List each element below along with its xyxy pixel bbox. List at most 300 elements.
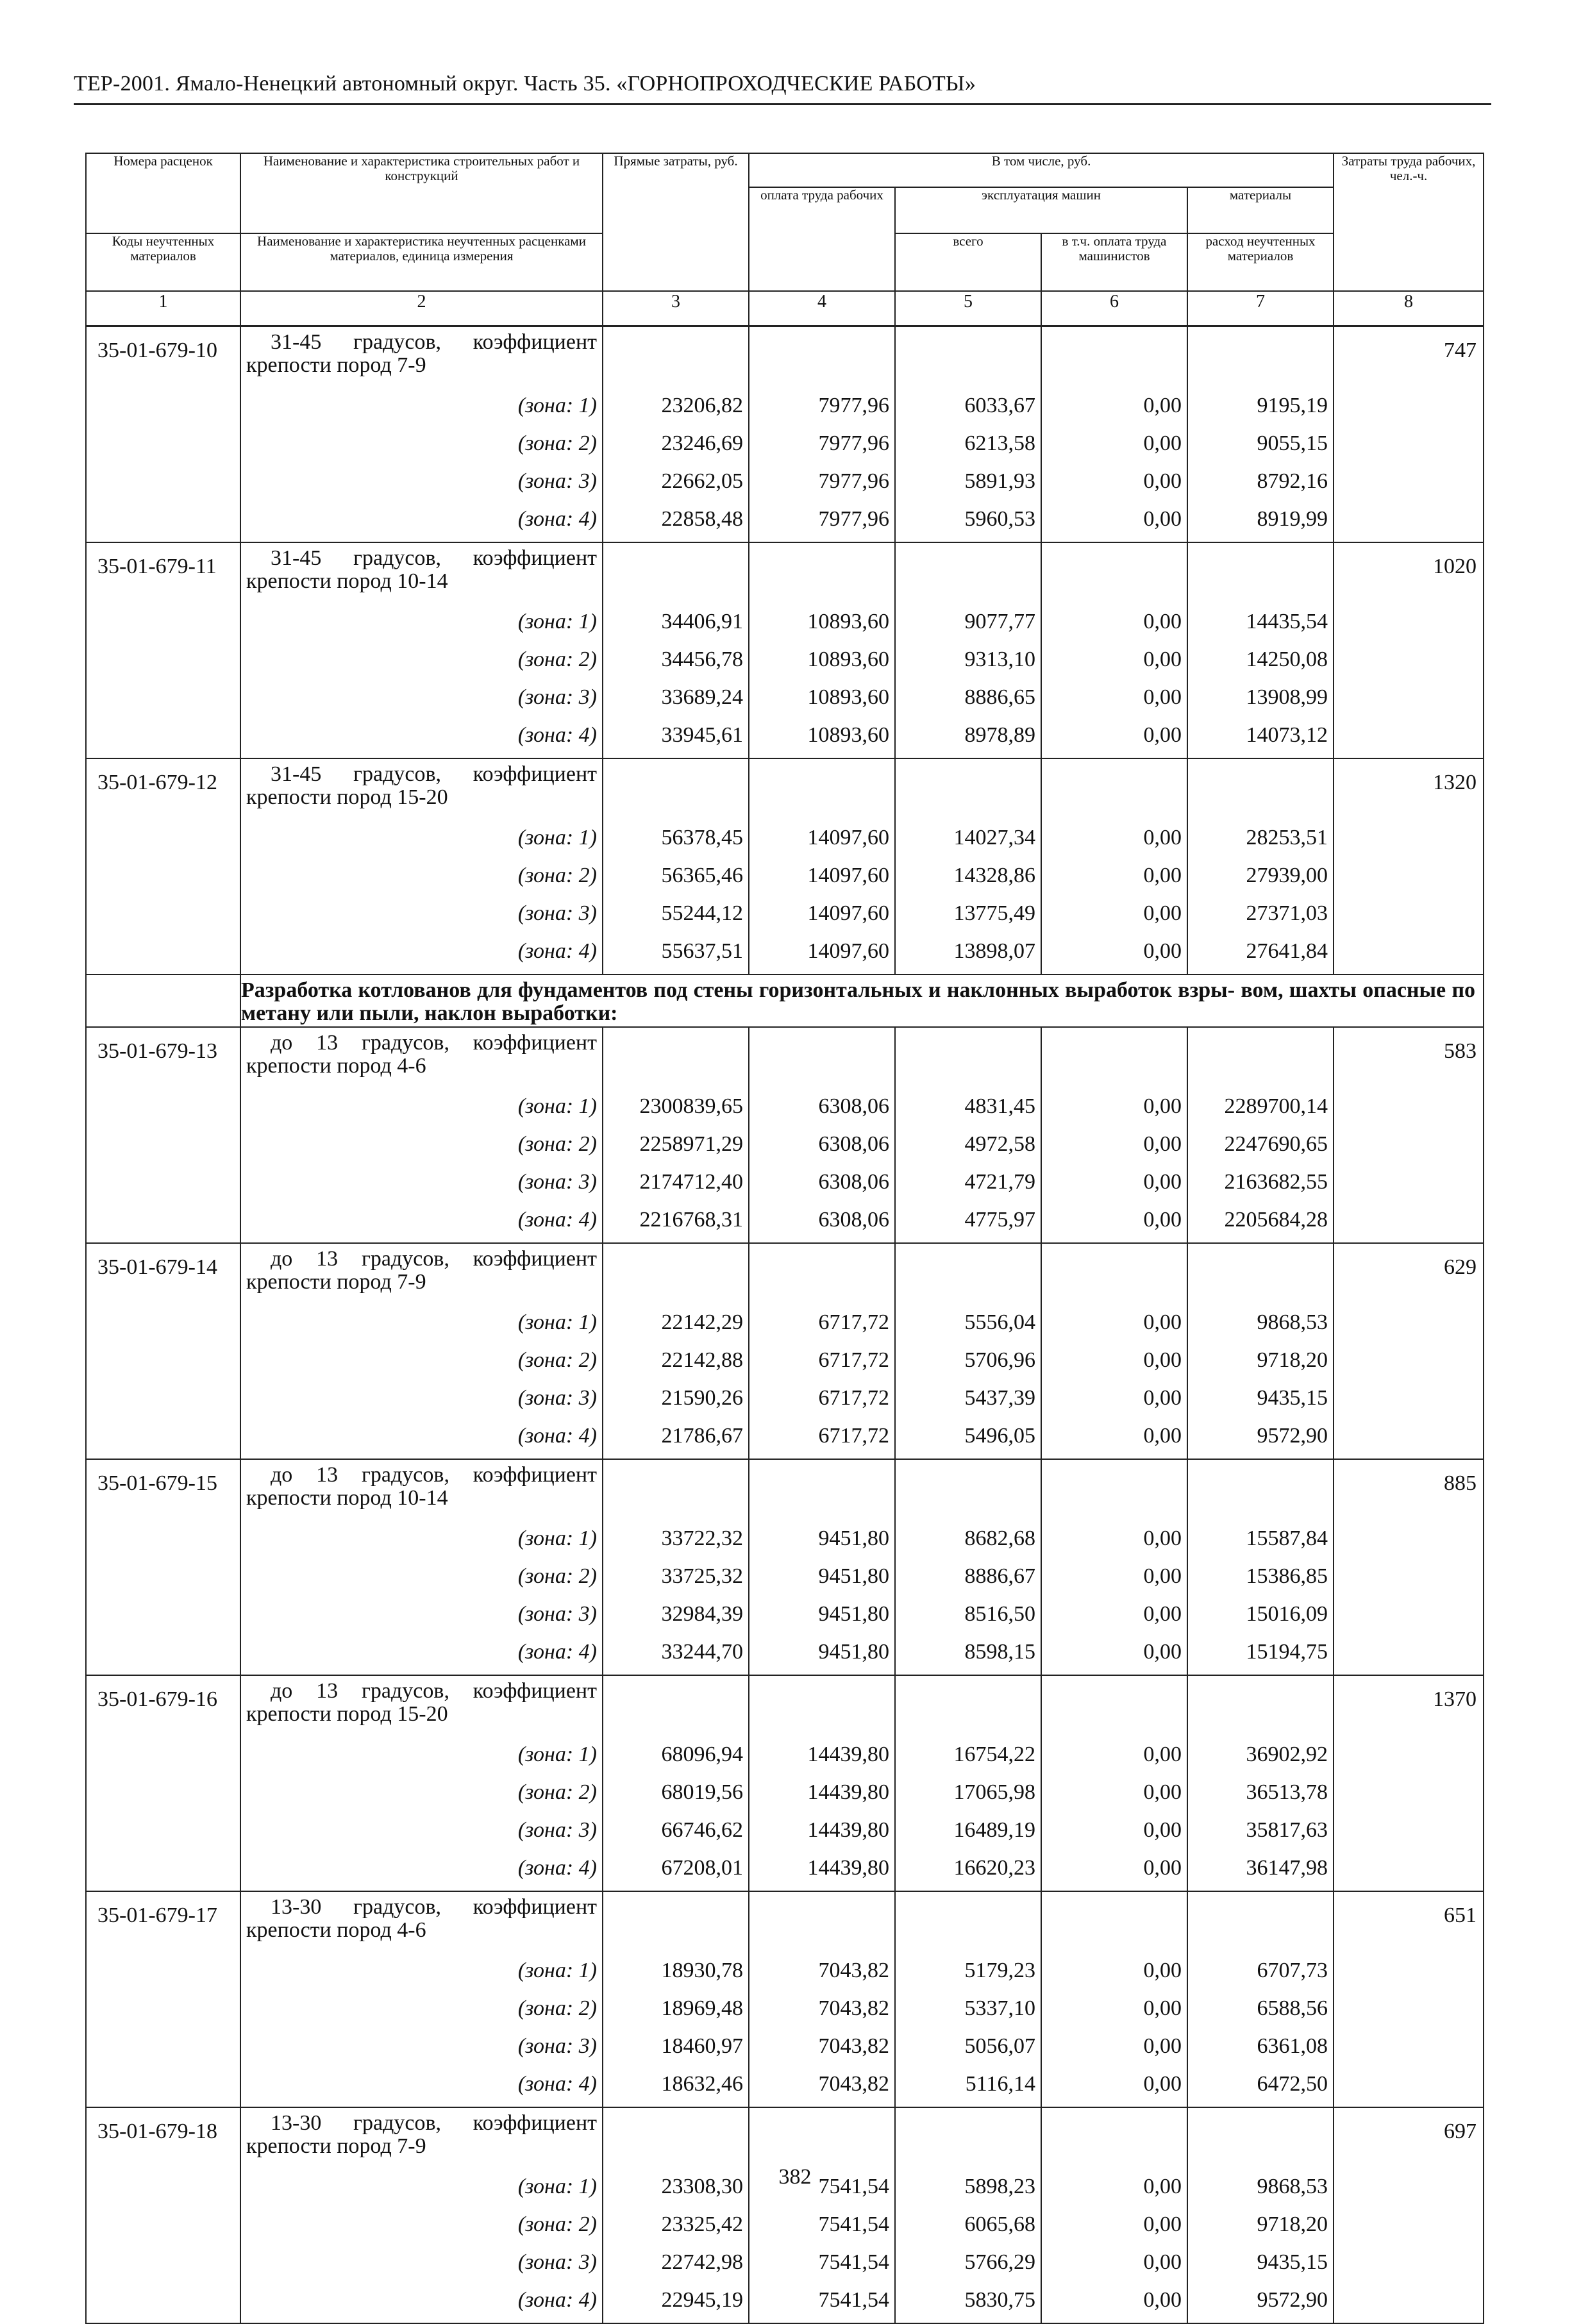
machines-value: 6065,68 [895,2207,1041,2245]
header-including: В том числе, руб. [749,153,1334,187]
header-rule [74,103,1491,105]
page-number: 382 [778,2165,812,2189]
materials-value: 9195,19 [1187,389,1334,426]
column-number: 2 [240,291,603,326]
empty-cell [86,718,240,758]
empty-cell [1334,896,1484,934]
machinist-wages-value: 0,00 [1041,1203,1187,1243]
empty-cell [86,1089,240,1127]
machinist-wages-value: 0,00 [1041,1813,1187,1851]
machines-value: 5830,75 [895,2283,1041,2323]
rate-title [240,1027,603,1089]
zone-row [86,1991,1484,2029]
direct-costs-value: 66746,62 [603,1813,749,1851]
labor-cost: 583 [1334,1027,1484,1089]
empty-cell [1041,1459,1187,1521]
empty-cell [86,1991,240,2029]
machines-value: 9077,77 [895,605,1041,642]
empty-cell [1334,2029,1484,2067]
empty-cell [1334,2067,1484,2107]
wages-value: 7043,82 [749,2029,895,2067]
wages-value: 7977,96 [749,426,895,464]
empty-cell [749,1027,895,1089]
empty-cell [1187,2107,1334,2169]
rate-title-first-line: 13-30 градусов, коэффициент [271,1895,597,1919]
wages-value: 14439,80 [749,1737,895,1775]
rate-title-first-line: до 13 градусов, коэффициент [271,1031,597,1055]
machinist-wages-value: 0,00 [1041,896,1187,934]
zone-row [86,934,1484,974]
empty-cell [895,326,1041,389]
rate-code: 35-01-679-15 [86,1459,240,1521]
zone-label: (зона: 4) [240,718,603,758]
wages-value: 14097,60 [749,821,895,858]
empty-cell [86,426,240,464]
zone-label: (зона: 3) [240,680,603,718]
rate-title-second-line: крепости пород 10-14 [246,1486,448,1510]
materials-value: 9868,53 [1187,1305,1334,1343]
wages-value: 9451,80 [749,1597,895,1635]
zone-row [86,502,1484,542]
zone-row [86,858,1484,896]
zone-row [86,1521,1484,1559]
zone-row [86,1597,1484,1635]
direct-costs-value: 55637,51 [603,934,749,974]
machinist-wages-value: 0,00 [1041,2029,1187,2067]
machinist-wages-value: 0,00 [1041,821,1187,858]
empty-cell [895,1459,1041,1521]
rate-title-row [86,1675,1484,1737]
empty-cell [1334,605,1484,642]
header-machinist-wages: в т.ч. оплата труда машинистов [1041,233,1187,291]
empty-cell [86,1381,240,1419]
empty-cell [1041,1891,1187,1953]
rate-title-second-line: крепости пород 7-9 [246,353,426,377]
machines-value: 5179,23 [895,1953,1041,1991]
materials-value: 9055,15 [1187,426,1334,464]
machines-value: 4831,45 [895,1089,1041,1127]
empty-cell [895,758,1041,821]
rate-title-second-line: крепости пород 15-20 [246,1702,448,1726]
materials-value: 9572,90 [1187,2283,1334,2323]
materials-value: 36147,98 [1187,1851,1334,1891]
direct-costs-value: 56378,45 [603,821,749,858]
materials-value: 15016,09 [1187,1597,1334,1635]
materials-value: 14435,54 [1187,605,1334,642]
machinist-wages-value: 0,00 [1041,2067,1187,2107]
header-rate-number: Номера расценок [86,153,240,233]
wages-value: 6717,72 [749,1419,895,1459]
empty-cell [1041,1027,1187,1089]
direct-costs-value: 2216768,31 [603,1203,749,1243]
machines-value: 16754,22 [895,1737,1041,1775]
direct-costs-value: 33725,32 [603,1559,749,1597]
rates-table [85,153,1484,2324]
empty-cell [86,1127,240,1165]
machinist-wages-value: 0,00 [1041,934,1187,974]
zone-label: (зона: 1) [240,1521,603,1559]
materials-value: 9435,15 [1187,1381,1334,1419]
zone-label: (зона: 4) [240,1851,603,1891]
direct-costs-value: 22858,48 [603,502,749,542]
column-number: 4 [749,291,895,326]
empty-cell [1187,1027,1334,1089]
empty-cell [1334,1127,1484,1165]
wages-value: 9451,80 [749,1559,895,1597]
empty-cell [86,2283,240,2323]
empty-cell [1334,2283,1484,2323]
rate-title-second-line: крепости пород 4-6 [246,1054,426,1078]
rate-title [240,1459,603,1521]
empty-cell [1334,1521,1484,1559]
direct-costs-value: 18460,97 [603,2029,749,2067]
materials-value: 8792,16 [1187,464,1334,502]
empty-cell [1334,1597,1484,1635]
empty-cell [1187,542,1334,605]
direct-costs-value: 2300839,65 [603,1089,749,1127]
machines-value: 8682,68 [895,1521,1041,1559]
materials-value: 9868,53 [1187,2169,1334,2207]
direct-costs-value: 68019,56 [603,1775,749,1813]
wages-value: 10893,60 [749,680,895,718]
materials-value: 14073,12 [1187,718,1334,758]
machinist-wages-value: 0,00 [1041,464,1187,502]
zone-row [86,389,1484,426]
machinist-wages-value: 0,00 [1041,426,1187,464]
wages-value: 14097,60 [749,896,895,934]
empty-cell [1334,2245,1484,2283]
direct-costs-value: 18969,48 [603,1991,749,2029]
empty-cell [1334,1203,1484,1243]
machinist-wages-value: 0,00 [1041,1597,1187,1635]
machines-value: 5437,39 [895,1381,1041,1419]
materials-value: 9718,20 [1187,2207,1334,2245]
empty-cell [749,1243,895,1305]
direct-costs-value: 2258971,29 [603,1127,749,1165]
direct-costs-value: 33945,61 [603,718,749,758]
zone-row [86,718,1484,758]
zone-label: (зона: 4) [240,502,603,542]
machinist-wages-value: 0,00 [1041,1851,1187,1891]
wages-value: 6308,06 [749,1127,895,1165]
empty-cell [749,326,895,389]
machinist-wages-value: 0,00 [1041,1635,1187,1675]
empty-cell [603,1027,749,1089]
machines-value: 8886,65 [895,680,1041,718]
direct-costs-value: 33722,32 [603,1521,749,1559]
machinist-wages-value: 0,00 [1041,2245,1187,2283]
direct-costs-value: 22142,88 [603,1343,749,1381]
zone-label: (зона: 1) [240,2169,603,2207]
machinist-wages-value: 0,00 [1041,718,1187,758]
header-material-codes: Коды неучтенных материалов [86,233,240,291]
materials-value: 36902,92 [1187,1737,1334,1775]
empty-cell [1334,1851,1484,1891]
rate-title-row [86,1891,1484,1953]
header-work-name: Наименование и характеристика строительных работ и конструкций [240,153,603,233]
labor-cost: 1020 [1334,542,1484,605]
machines-value: 5706,96 [895,1343,1041,1381]
empty-cell [86,896,240,934]
zone-row [86,426,1484,464]
empty-cell [86,502,240,542]
section-heading-row [86,974,1484,1027]
rate-title-row [86,1027,1484,1089]
wages-value: 14439,80 [749,1813,895,1851]
header-material-name: Наименование и характеристика неучтенных расценками материалов, единица измерения [240,233,603,291]
rate-title [240,758,603,821]
direct-costs-value: 21786,67 [603,1419,749,1459]
materials-value: 6472,50 [1187,2067,1334,2107]
wages-value: 9451,80 [749,1635,895,1675]
rates-table-body [86,153,1484,2323]
rate-title-second-line: крепости пород 7-9 [246,2134,426,2158]
labor-cost: 629 [1334,1243,1484,1305]
machines-value: 4972,58 [895,1127,1041,1165]
empty-cell [1334,821,1484,858]
column-number: 3 [603,291,749,326]
rate-title-row [86,542,1484,605]
zone-label: (зона: 2) [240,1991,603,2029]
rate-title [240,1675,603,1737]
zone-row [86,1813,1484,1851]
rate-title-second-line: крепости пород 4-6 [246,1918,426,1942]
running-head: ТЕР-2001. Ямало-Ненецкий автономный округ. Часть 35. «ГОРНОПРОХОДЧЕСКИЕ РАБОТЫ» [74,72,976,96]
materials-value: 15386,85 [1187,1559,1334,1597]
direct-costs-value: 23308,30 [603,2169,749,2207]
empty-cell [1041,758,1187,821]
wages-value: 9451,80 [749,1521,895,1559]
machinist-wages-value: 0,00 [1041,1165,1187,1203]
materials-value: 6588,56 [1187,1991,1334,2029]
direct-costs-value: 18930,78 [603,1953,749,1991]
materials-value: 27641,84 [1187,934,1334,974]
zone-label: (зона: 4) [240,1419,603,1459]
rate-title [240,1891,603,1953]
wages-value: 6717,72 [749,1305,895,1343]
empty-cell [86,1635,240,1675]
direct-costs-value: 23325,42 [603,2207,749,2245]
zone-row [86,1381,1484,1419]
header-materials: материалы [1187,187,1334,233]
zone-row [86,1737,1484,1775]
zone-row [86,1419,1484,1459]
rate-title-first-line: 31-45 градусов, коэффициент [271,546,597,570]
machines-value: 5056,07 [895,2029,1041,2067]
empty-cell [895,1891,1041,1953]
column-number: 8 [1334,291,1484,326]
machines-value: 5766,29 [895,2245,1041,2283]
zone-row [86,1775,1484,1813]
header-unaccounted-materials: расход неучтенных материалов [1187,233,1334,291]
machinist-wages-value: 0,00 [1041,389,1187,426]
column-number: 5 [895,291,1041,326]
materials-value: 35817,63 [1187,1813,1334,1851]
machinist-wages-value: 0,00 [1041,1343,1187,1381]
zone-row [86,2283,1484,2323]
rate-title [240,2107,603,2169]
rate-title-second-line: крепости пород 15-20 [246,785,448,809]
machines-value: 4775,97 [895,1203,1041,1243]
empty-cell [1334,934,1484,974]
empty-cell [1041,542,1187,605]
machinist-wages-value: 0,00 [1041,1305,1187,1343]
zone-label: (зона: 1) [240,389,603,426]
materials-value: 2163682,55 [1187,1165,1334,1203]
header-machine-operation: эксплуатация машин [895,187,1187,233]
zone-row [86,1343,1484,1381]
labor-cost: 885 [1334,1459,1484,1521]
empty-cell [749,542,895,605]
empty-cell [1334,680,1484,718]
machines-value: 13775,49 [895,896,1041,934]
machines-value: 5556,04 [895,1305,1041,1343]
empty-cell [86,1559,240,1597]
wages-value: 14097,60 [749,858,895,896]
empty-cell [1334,502,1484,542]
rate-title [240,1243,603,1305]
rate-code: 35-01-679-18 [86,2107,240,2169]
rate-code: 35-01-679-16 [86,1675,240,1737]
empty-cell [86,1343,240,1381]
zone-label: (зона: 1) [240,821,603,858]
zone-label: (зона: 3) [240,2029,603,2067]
direct-costs-value: 22662,05 [603,464,749,502]
zone-label: (зона: 3) [240,1597,603,1635]
empty-cell [603,758,749,821]
header-direct-costs: Прямые затраты, руб. [603,153,749,291]
empty-cell [1334,858,1484,896]
empty-cell [749,1891,895,1953]
machines-value: 9313,10 [895,642,1041,680]
machines-value: 5496,05 [895,1419,1041,1459]
machines-value: 8598,15 [895,1635,1041,1675]
zone-row [86,1165,1484,1203]
direct-costs-value: 18632,46 [603,2067,749,2107]
machinist-wages-value: 0,00 [1041,1737,1187,1775]
empty-cell [1187,326,1334,389]
wages-value: 10893,60 [749,605,895,642]
zone-row [86,2207,1484,2245]
empty-cell [86,858,240,896]
materials-value: 28253,51 [1187,821,1334,858]
zone-row [86,1953,1484,1991]
machinist-wages-value: 0,00 [1041,2283,1187,2323]
wages-value: 7043,82 [749,2067,895,2107]
materials-value: 13908,99 [1187,680,1334,718]
rate-title-row [86,758,1484,821]
machines-value: 4721,79 [895,1165,1041,1203]
direct-costs-value: 34456,78 [603,642,749,680]
rate-title-first-line: до 13 градусов, коэффициент [271,1463,597,1487]
direct-costs-value: 33244,70 [603,1635,749,1675]
wages-value: 14439,80 [749,1851,895,1891]
wages-value: 7541,54 [749,2207,895,2245]
rate-title [240,326,603,389]
machines-value: 13898,07 [895,934,1041,974]
zone-row [86,1305,1484,1343]
materials-value: 6361,08 [1187,2029,1334,2067]
empty-cell [1187,1243,1334,1305]
materials-value: 27939,00 [1187,858,1334,896]
wages-value: 7977,96 [749,389,895,426]
wages-value: 6717,72 [749,1381,895,1419]
empty-cell [1334,1953,1484,1991]
empty-cell [1041,2107,1187,2169]
machinist-wages-value: 0,00 [1041,642,1187,680]
empty-cell [1334,2207,1484,2245]
direct-costs-value: 2174712,40 [603,1165,749,1203]
wages-value: 7541,54 [749,2283,895,2323]
empty-cell [1334,1737,1484,1775]
empty-cell [1187,758,1334,821]
machinist-wages-value: 0,00 [1041,2207,1187,2245]
empty-cell [1041,1243,1187,1305]
empty-cell [1334,426,1484,464]
rate-code: 35-01-679-17 [86,1891,240,1953]
machinist-wages-value: 0,00 [1041,1775,1187,1813]
empty-cell [86,2067,240,2107]
machines-value: 17065,98 [895,1775,1041,1813]
empty-cell [749,1459,895,1521]
direct-costs-value: 23206,82 [603,389,749,426]
rate-code: 35-01-679-10 [86,326,240,389]
zone-label: (зона: 3) [240,1381,603,1419]
machines-value: 14328,86 [895,858,1041,896]
direct-costs-value: 22142,29 [603,1305,749,1343]
empty-cell [86,1737,240,1775]
labor-cost: 1320 [1334,758,1484,821]
direct-costs-value: 32984,39 [603,1597,749,1635]
empty-cell [86,464,240,502]
wages-value: 7541,54 [749,2245,895,2283]
machines-value: 16620,23 [895,1851,1041,1891]
empty-cell [1187,1675,1334,1737]
machinist-wages-value: 0,00 [1041,1127,1187,1165]
wages-value: 10893,60 [749,642,895,680]
machinist-wages-value: 0,00 [1041,1991,1187,2029]
machinist-wages-value: 0,00 [1041,1521,1187,1559]
zone-label: (зона: 3) [240,896,603,934]
zone-label: (зона: 2) [240,1559,603,1597]
materials-value: 8919,99 [1187,502,1334,542]
empty-cell [86,605,240,642]
materials-value: 2247690,65 [1187,1127,1334,1165]
machinist-wages-value: 0,00 [1041,1559,1187,1597]
rate-code: 35-01-679-12 [86,758,240,821]
direct-costs-value: 55244,12 [603,896,749,934]
zone-row [86,1127,1484,1165]
zone-row [86,1203,1484,1243]
empty-cell [603,2107,749,2169]
zone-label: (зона: 1) [240,1305,603,1343]
empty-cell [86,389,240,426]
empty-cell [895,2107,1041,2169]
wages-value: 7541,54 [749,2169,895,2207]
empty-cell [749,1675,895,1737]
zone-label: (зона: 2) [240,426,603,464]
machinist-wages-value: 0,00 [1041,2169,1187,2207]
zone-row [86,1559,1484,1597]
machines-value: 5960,53 [895,502,1041,542]
zone-label: (зона: 4) [240,2283,603,2323]
section-heading-cell [240,974,1484,1027]
empty-cell [603,326,749,389]
wages-value: 7977,96 [749,464,895,502]
empty-cell [1334,1813,1484,1851]
direct-costs-value: 21590,26 [603,1381,749,1419]
machines-value: 14027,34 [895,821,1041,858]
